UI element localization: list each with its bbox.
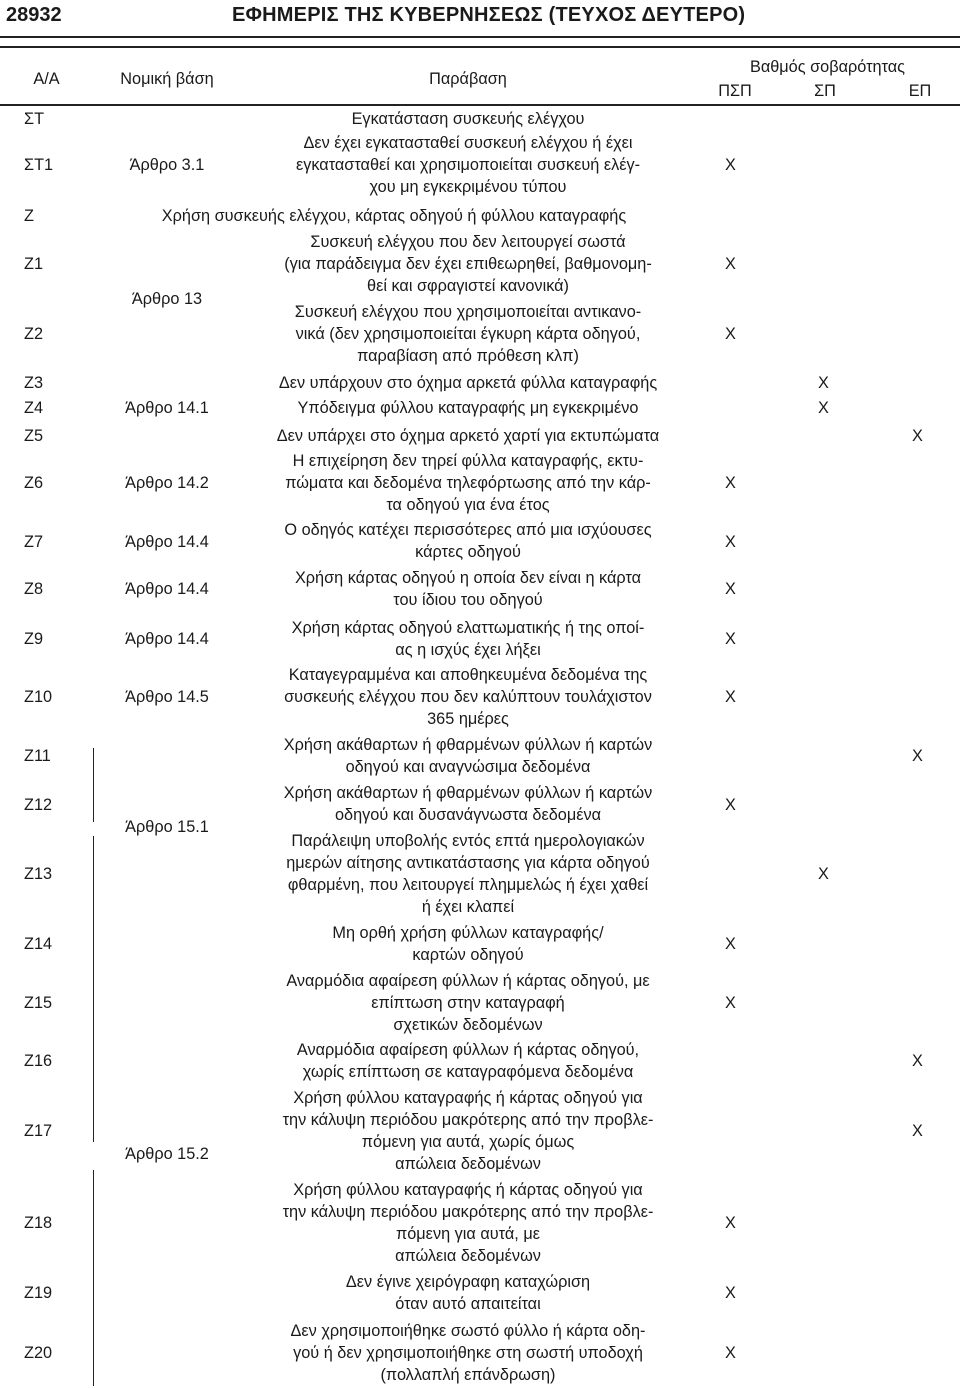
severity-mark: Χ	[725, 1214, 736, 1232]
row-id: Ζ12	[24, 796, 53, 814]
violation-line: όταν αυτό απαιτείται	[395, 1295, 541, 1313]
violation-description	[241, 108, 695, 130]
legal-basis-label: Άρθρο 14.1	[125, 399, 209, 417]
legal-basis-label: Άρθρο 13	[131, 290, 203, 308]
violation-line: ημερών αίτησης αντικατάστασης για κάρτα οδηγού	[286, 854, 650, 872]
severity-mark: Χ	[818, 374, 829, 392]
violation-line: (για παράδειγμα δεν έχει επιθεωρηθεί, βαθμονομη-	[284, 255, 652, 273]
table-top-rule	[0, 46, 960, 48]
row-id: ΣΤ	[24, 110, 45, 128]
row-id: Ζ3	[24, 374, 44, 392]
row-id: Ζ11	[24, 747, 51, 765]
legal-basis-label: Άρθρο 14.4	[125, 533, 209, 551]
violation-description	[241, 782, 695, 826]
legal-basis-label: Άρθρο 3.1	[129, 156, 205, 174]
violation-line: πόμενη για αυτά, με	[396, 1225, 540, 1243]
legal-basis-label: Άρθρο 14.2	[125, 474, 209, 492]
col-header-legal-basis: Νομική βάση	[120, 70, 214, 88]
violation-line: Χρήση κάρτας οδηγού ελαττωματικής ή της οποί-	[291, 619, 645, 637]
violation-line: πόμενη για αυτά, χωρίς όμως	[361, 1133, 575, 1151]
violation-line: απώλεια δεδομένων	[395, 1155, 541, 1173]
row-id: Ζ4	[24, 399, 44, 417]
violation-line: Δεν υπάρχουν στο όχημα αρκετά φύλλα καταγραφής	[278, 374, 658, 392]
col-header-violation: Παράβαση	[429, 70, 507, 88]
violation-line: επίπτωση στην καταγραφή	[371, 994, 565, 1012]
violation-line: Δεν υπάρχει στο όχημα αρκετό χαρτί για εκτυπώματα	[276, 427, 660, 445]
severity-mark: Χ	[912, 1122, 923, 1140]
violation-line: παραβίαση από πρόθεση κλπ)	[357, 347, 579, 365]
legal-basis-label: Άρθρο 14.4	[125, 580, 209, 598]
violation-description	[241, 1179, 695, 1267]
severity-mark: Χ	[912, 1052, 923, 1070]
severity-mark: Χ	[725, 156, 736, 174]
violation-line: οδηγού και δυσανάγνωστα δεδομένα	[334, 806, 602, 824]
severity-mark: Χ	[818, 399, 829, 417]
violation-description	[93, 205, 695, 227]
violation-line: νικά (δεν χρησιμοποιείται έγκυρη κάρτα οδηγού,	[295, 325, 641, 343]
violation-line: απώλεια δεδομένων	[395, 1247, 541, 1265]
violation-description	[241, 1087, 695, 1175]
row-id: Ζ7	[24, 533, 44, 551]
col-header-aa: Α/Α	[33, 70, 60, 88]
violation-description	[241, 970, 695, 1036]
col-header-sp: ΣΠ	[814, 82, 836, 100]
violation-description	[241, 301, 695, 367]
violation-line: πώματα και δεδομένα τηλεφόρτωσης από την κάρ-	[285, 474, 651, 492]
violation-line: Αναρμόδια αφαίρεση φύλλων ή κάρτας οδηγού, με	[286, 972, 650, 990]
violation-description	[241, 450, 695, 516]
header-rule	[0, 36, 960, 38]
severity-mark: Χ	[725, 255, 736, 273]
violation-line: Χρήση κάρτας οδηγού η οποία δεν είναι η κάρτα	[294, 569, 642, 587]
violation-line: Συσκευή ελέγχου που χρησιμοποιείται αντικανο-	[294, 303, 642, 321]
row-id: Ζ10	[24, 688, 53, 706]
legal-column-divider	[93, 748, 94, 822]
violation-line: οδηγού και αναγνώσιμα δεδομένα	[345, 758, 591, 776]
legal-basis-label: Άρθρο 14.5	[125, 688, 209, 706]
legal-basis-label: Άρθρο 15.2	[125, 1145, 209, 1163]
violation-line: ή έχει κλαπεί	[421, 898, 515, 916]
row-id: Ζ17	[24, 1122, 53, 1140]
severity-mark: Χ	[725, 935, 736, 953]
violation-description	[241, 734, 695, 778]
page-number: 28932	[6, 4, 62, 26]
violation-description	[241, 1320, 695, 1386]
violation-description	[241, 922, 695, 966]
violation-line: χωρίς επίπτωση σε καταγραφόμενα δεδομένα	[302, 1063, 634, 1081]
violation-description	[241, 1039, 695, 1083]
severity-mark: Χ	[725, 474, 736, 492]
legal-basis-label: Άρθρο 15.1	[125, 818, 209, 836]
row-id: Ζ	[24, 207, 34, 225]
row-id: Ζ8	[24, 580, 44, 598]
severity-mark: Χ	[912, 427, 923, 445]
legal-basis-label: Άρθρο 14.4	[125, 630, 209, 648]
violation-line: καρτών οδηγού	[412, 946, 524, 964]
violation-description	[241, 567, 695, 611]
violation-line: Χρήση φύλλου καταγραφής ή κάρτας οδηγού για	[293, 1181, 643, 1199]
severity-mark: Χ	[818, 865, 829, 883]
violation-line: θεί και σφραγιστεί κανονικά)	[367, 277, 569, 295]
row-id: Ζ5	[24, 427, 44, 445]
violation-line: Καταγεγραμμένα και αποθηκευμένα δεδομένα της	[288, 666, 648, 684]
violation-description	[241, 397, 695, 419]
violation-line: γού ή δεν χρησιμοποιήθηκε στη σωστή υποδοχή	[293, 1344, 643, 1362]
row-id: Ζ1	[24, 255, 44, 273]
violation-description	[241, 132, 695, 198]
severity-mark: Χ	[725, 994, 736, 1012]
violation-description	[241, 664, 695, 730]
violation-line: Υπόδειγμα φύλλου καταγραφής μη εγκεκριμένο	[297, 399, 639, 417]
severity-mark: Χ	[725, 1284, 736, 1302]
column-header-rule	[0, 104, 960, 106]
violation-description	[241, 425, 695, 447]
violation-description	[241, 519, 695, 563]
violation-line: συσκευής ελέγχου που δεν καλύπτουν τουλάχιστον	[284, 688, 652, 706]
violation-description	[241, 830, 695, 918]
legal-column-divider	[93, 1170, 94, 1386]
violation-line: Εγκατάσταση συσκευής ελέγχου	[351, 110, 585, 128]
violation-description	[241, 617, 695, 661]
gazette-title: ΕΦΗΜΕΡΙΣ ΤΗΣ ΚΥΒΕΡΝΗΣΕΩΣ (ΤΕΥΧΟΣ ΔΕΥΤΕΡΟ)	[232, 4, 746, 26]
col-header-severity: Βαθμός σοβαρότητας	[749, 58, 906, 76]
violation-line: Χρήση συσκευής ελέγχου, κάρτας οδηγού ή φύλλου καταγραφής	[161, 207, 627, 225]
violation-line: κάρτες οδηγού	[415, 543, 521, 561]
severity-mark: Χ	[725, 630, 736, 648]
violation-line: την κάλυψη περιόδου μακρότερης από την προβλε-	[282, 1111, 654, 1129]
violation-line: χου μη εγκεκριμένου τύπου	[369, 178, 567, 196]
page-header	[0, 0, 960, 36]
violation-line: Δεν χρησιμοποιήθηκε σωστό φύλλο ή κάρτα οδη-	[290, 1322, 646, 1340]
violation-line: 365 ημέρες	[427, 710, 509, 728]
col-header-ep: ΕΠ	[908, 82, 932, 100]
violation-description	[241, 231, 695, 297]
severity-mark: Χ	[725, 533, 736, 551]
row-id: Ζ18	[24, 1214, 53, 1232]
violation-line: Δεν έγινε χειρόγραφη καταχώριση	[345, 1273, 591, 1291]
violation-line: Συσκευή ελέγχου που δεν λειτουργεί σωστά	[310, 233, 626, 251]
row-id: Ζ16	[24, 1052, 53, 1070]
severity-mark: Χ	[725, 580, 736, 598]
violation-line: Μη ορθή χρήση φύλλων καταγραφής/	[332, 924, 604, 942]
legal-column-divider	[93, 836, 94, 1142]
violation-line: Χρήση φύλλου καταγραφής ή κάρτας οδηγού για	[293, 1089, 643, 1107]
violation-line: εγκατασταθεί και χρησιμοποιείται συσκευή ελέγ-	[295, 156, 641, 174]
row-id: Ζ13	[24, 865, 53, 883]
row-id: Ζ9	[24, 630, 44, 648]
violation-line: τα οδηγού για ένα έτος	[386, 496, 550, 514]
row-id: Ζ20	[24, 1344, 53, 1362]
violation-line: την κάλυψη περιόδου μακρότερης από την προβλε-	[282, 1203, 654, 1221]
row-id: Ζ2	[24, 325, 44, 343]
severity-mark: Χ	[912, 747, 923, 765]
severity-mark: Χ	[725, 325, 736, 343]
violation-line: (πολλαπλή επάνδρωση)	[380, 1366, 556, 1384]
violation-line: Ο οδηγός κατέχει περισσότερες από μια ισχύουσες	[284, 521, 652, 539]
violation-line: Η επιχείρηση δεν τηρεί φύλλα καταγραφής, εκτυ-	[292, 452, 644, 470]
severity-mark: Χ	[725, 796, 736, 814]
violation-line: του ίδιου του οδηγού	[393, 591, 543, 609]
row-id: Ζ15	[24, 994, 53, 1012]
violation-line: Δεν έχει εγκατασταθεί συσκευή ελέγχου ή έχει	[303, 134, 633, 152]
violation-line: ας η ισχύς έχει λήξει	[395, 641, 541, 659]
violation-description	[241, 372, 695, 394]
col-header-psp: ΠΣΠ	[718, 82, 752, 100]
row-id: Ζ19	[24, 1284, 53, 1302]
row-id: Ζ14	[24, 935, 53, 953]
violation-line: Χρήση ακάθαρτων ή φθαρμένων φύλλων ή καρτών	[283, 784, 653, 802]
violation-line: σχετικών δεδομένων	[393, 1016, 543, 1034]
row-id: ΣΤ1	[24, 156, 54, 174]
violation-line: Παράλειψη υποβολής εντός επτά ημερολογιακών	[291, 832, 645, 850]
severity-mark: Χ	[725, 1344, 736, 1362]
violation-line: Χρήση ακάθαρτων ή φθαρμένων φύλλων ή καρτών	[283, 736, 653, 754]
violation-description	[241, 1271, 695, 1315]
violation-line: φθαρμένη, που λειτουργεί πλημμελώς ή έχει χαθεί	[287, 876, 649, 894]
severity-mark: Χ	[725, 688, 736, 706]
violation-line: Αναρμόδια αφαίρεση φύλλων ή κάρτας οδηγού,	[296, 1041, 640, 1059]
row-id: Ζ6	[24, 474, 44, 492]
